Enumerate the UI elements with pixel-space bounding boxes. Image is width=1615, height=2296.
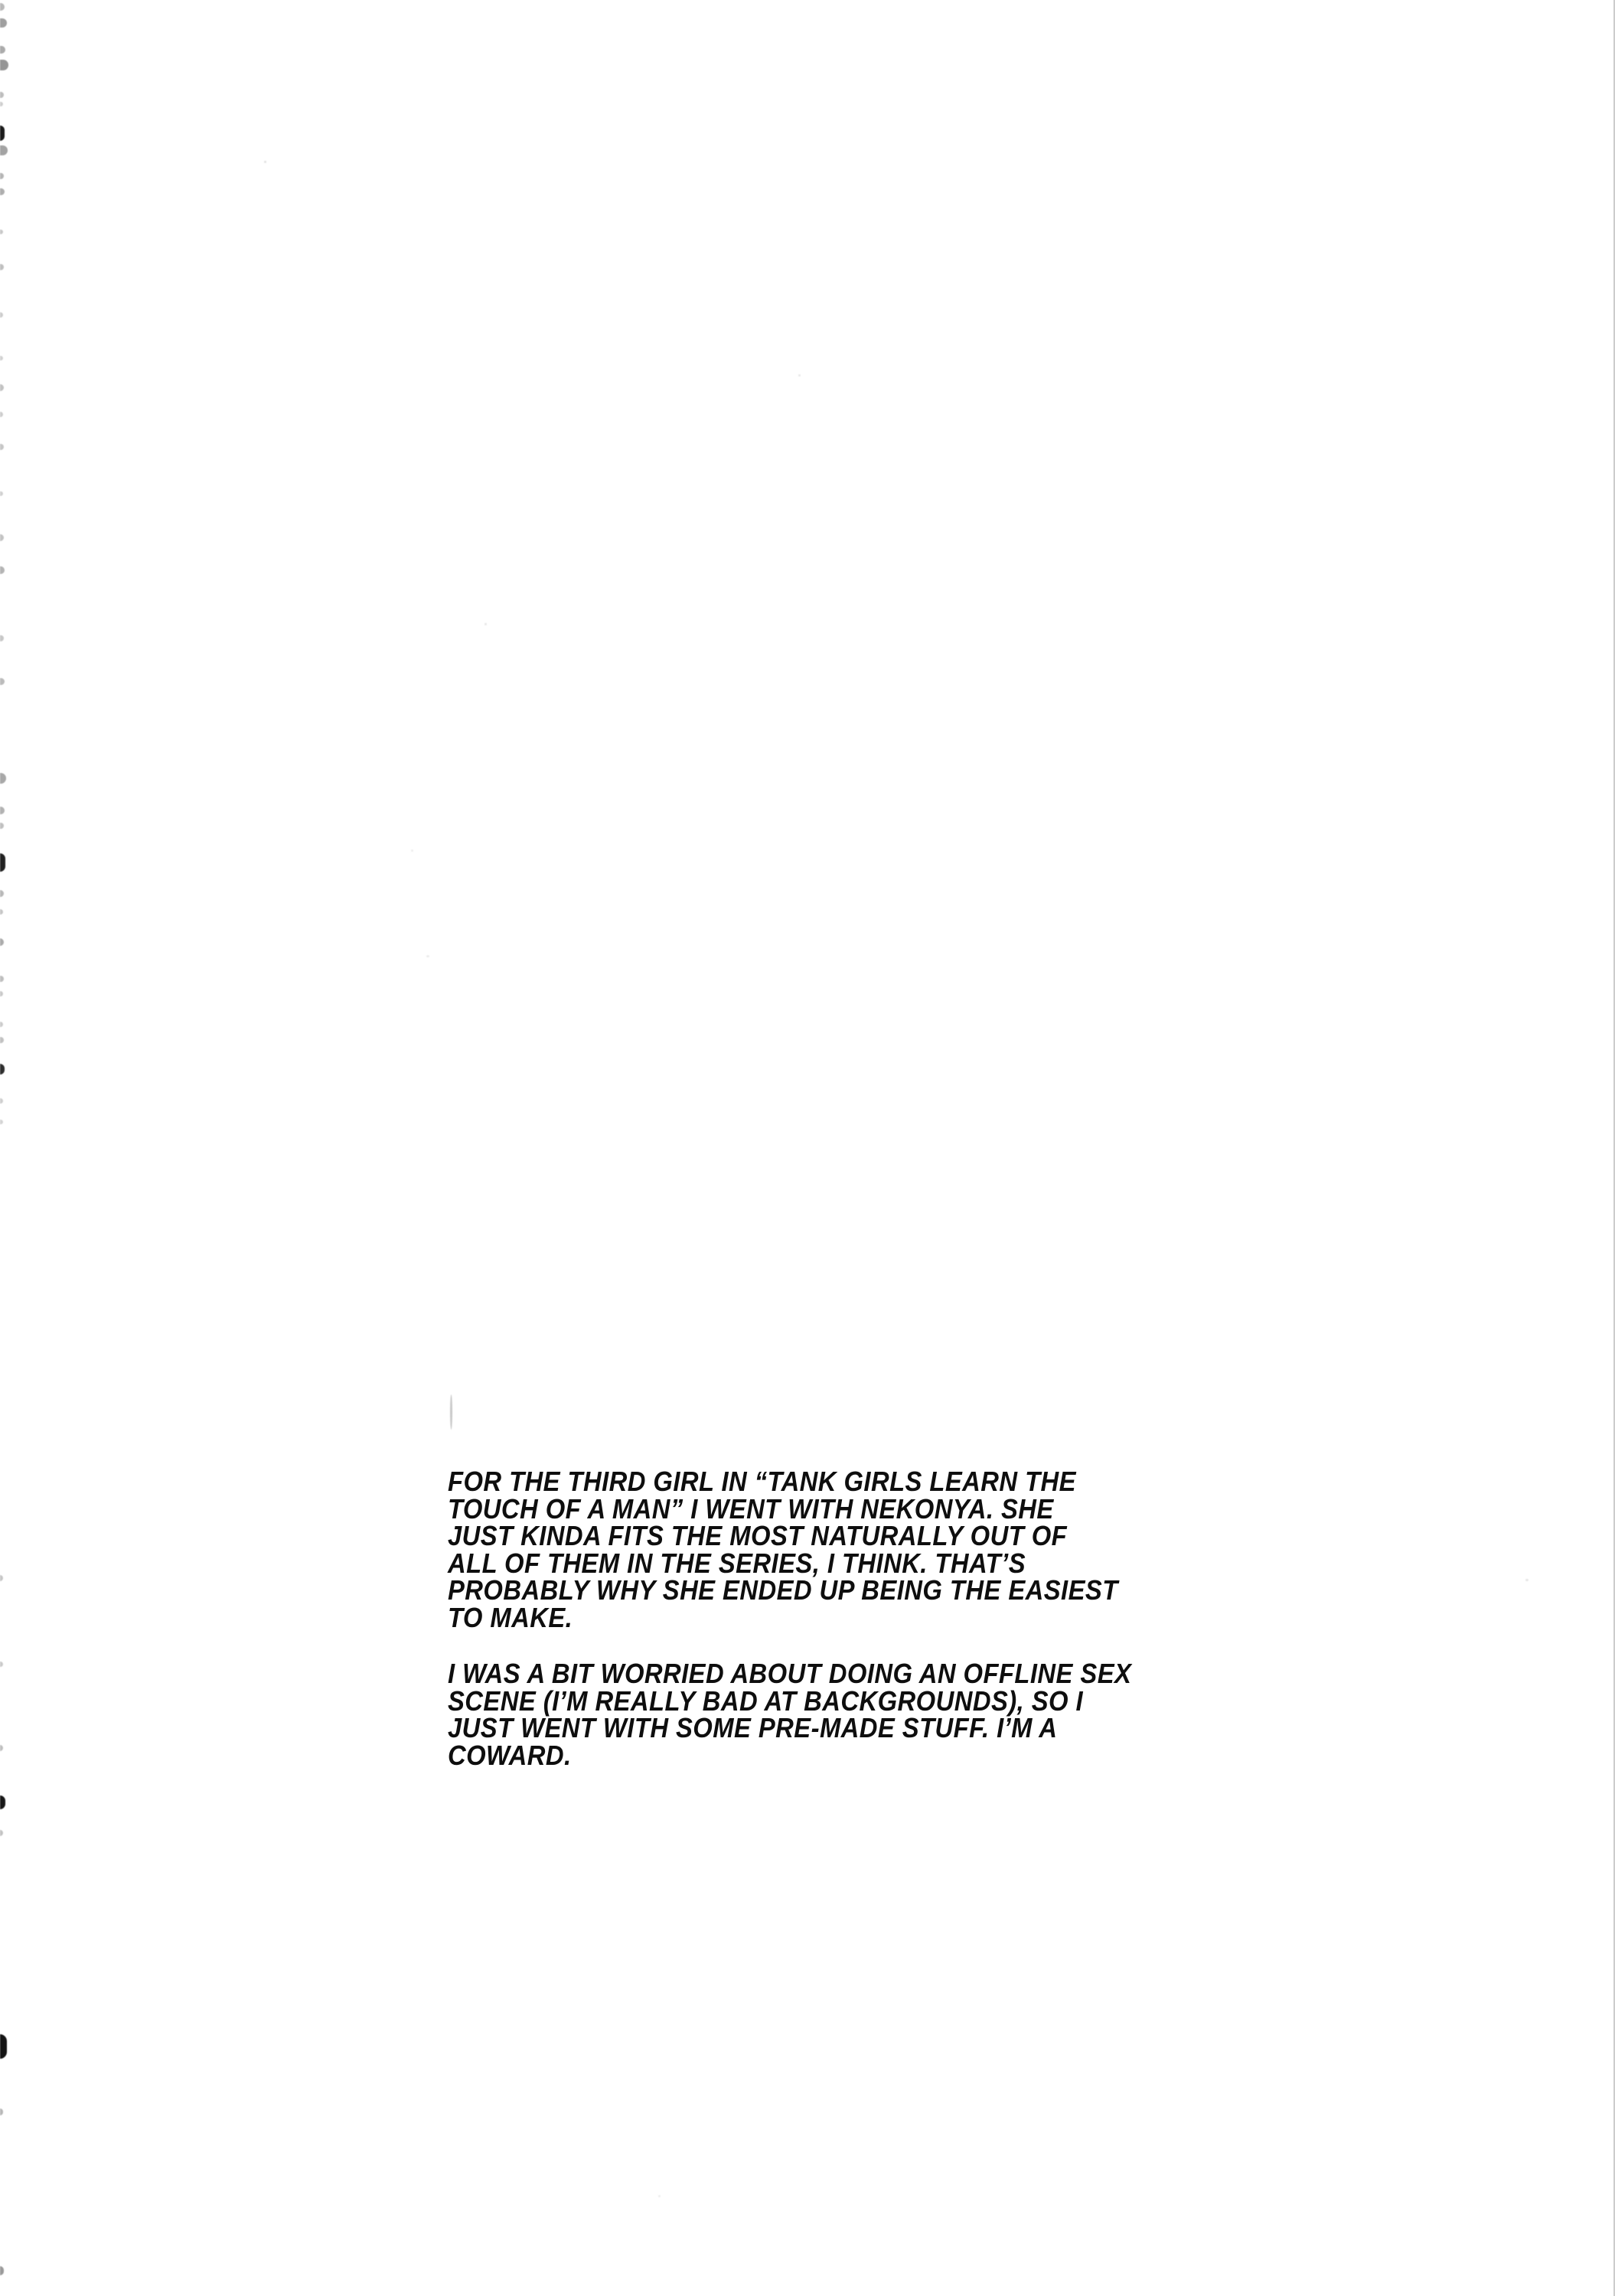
scan-speck [450, 1394, 452, 1430]
scan-edge-smudge [0, 173, 4, 179]
scan-edge-smudge [0, 807, 5, 814]
scan-edge-smudge [0, 853, 5, 872]
scan-edge-smudge [0, 46, 5, 54]
scan-edge-smudge [0, 1064, 5, 1075]
scan-edge-smudge [0, 890, 4, 897]
scan-speck [658, 2195, 661, 2197]
scan-edge-smudge [0, 264, 4, 270]
scan-edge-smudge [0, 60, 8, 70]
text-line: ALL OF THEM IN THE SERIES, I THINK. THAT’S [448, 1547, 1026, 1579]
scan-edge-smudge [0, 566, 5, 574]
scan-edge-smudge [0, 678, 5, 685]
scan-edge-smudge [0, 2266, 4, 2275]
scan-edge-smudge [0, 2034, 7, 2059]
scan-speck [1525, 1579, 1529, 1581]
scan-edge-smudge [0, 145, 8, 155]
text-line: SCENE (I’M REALLY BAD AT BACKGROUNDS), SO I [448, 1684, 1084, 1717]
scan-edge-smudge [0, 938, 4, 946]
scan-speck [798, 374, 801, 377]
scan-speck [411, 850, 413, 852]
scan-edge-smudge [0, 491, 3, 496]
scan-edge-smudge [0, 976, 4, 982]
scan-edge-smudge [0, 18, 7, 28]
scan-edge-smudge [0, 412, 3, 417]
scan-edge-smudge [0, 635, 4, 641]
scan-edge-smudge [0, 991, 3, 996]
scan-edge-smudge [0, 126, 5, 141]
scan-edge-smudge [0, 1662, 3, 1667]
afterword-paragraph-1 [448, 1468, 1131, 1631]
scan-edge-smudge [0, 909, 3, 915]
scan-edge-smudge [0, 534, 4, 541]
text-line: COWARD. [448, 1739, 572, 1771]
scan-edge-smudge [0, 92, 4, 98]
scan-edge-smudge [0, 773, 6, 784]
scan-edge-smudge [0, 356, 3, 360]
scan-edge-smudge [0, 444, 4, 450]
scan-edge-smudge [0, 230, 3, 234]
text-line: JUST KINDA FITS THE MOST NATURALLY OUT OF [448, 1520, 1068, 1551]
scan-edge-smudge [0, 2108, 3, 2115]
scan-speck [426, 955, 429, 957]
text-line: FOR THE THIRD GIRL IN “TANK GIRLS LEARN THE [448, 1466, 1076, 1497]
scan-edge-smudge [0, 823, 4, 829]
text-line: JUST WENT WITH SOME PRE-MADE STUFF. I’M A [448, 1712, 1058, 1743]
text-line: TOUCH OF A MAN” I WENT WITH NEKONYA. SHE [448, 1492, 1054, 1525]
scan-edge-smudge [0, 1795, 5, 1809]
afterword-paragraph-2 [448, 1660, 1131, 1769]
scan-edge-smudge [0, 1575, 3, 1581]
scan-edge-smudge [0, 1037, 4, 1043]
scan-edge-smudge [0, 1120, 3, 1124]
scan-edge-smudge [0, 3, 5, 11]
scan-edge-smudge [0, 102, 3, 106]
scan-edge-smudge [0, 188, 5, 195]
scan-edge-smudge [0, 1098, 3, 1104]
scan-edge-smudge [0, 1022, 3, 1027]
text-line: TO MAKE. [448, 1601, 573, 1633]
scan-edge-smudge [0, 312, 3, 318]
text-line: PROBABLY WHY SHE ENDED UP BEING THE EASIEST [448, 1574, 1118, 1606]
scan-edge-smudge [0, 1745, 3, 1751]
scan-edge-smudge [0, 384, 4, 391]
scan-edge-smudge [0, 1830, 3, 1836]
text-line: I WAS A BIT WORRIED ABOUT DOING AN OFFLINE SEX [448, 1658, 1132, 1689]
scan-speck [484, 623, 487, 625]
afterword-text-block [448, 1468, 1131, 1769]
scan-speck [264, 161, 266, 163]
